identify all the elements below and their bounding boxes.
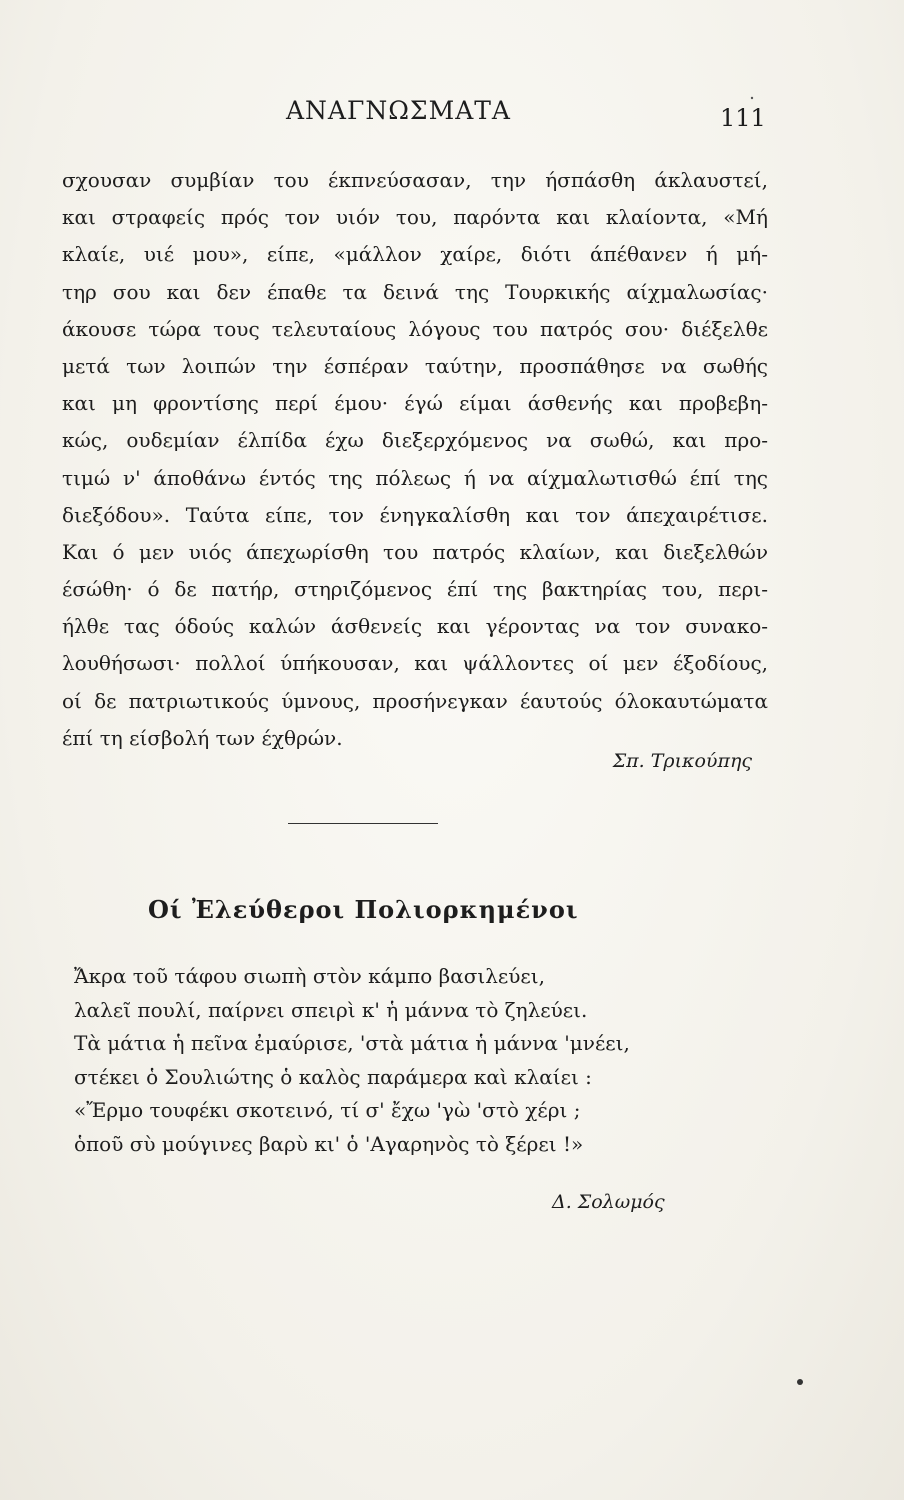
poem-verse: Τὰ μάτια ἡ πεῖνα ἐμαύρισε, 'στὰ μάτια ἡ μάννα 'μνέει, — [74, 1031, 630, 1056]
prose-line: Και ό μεν υιός άπεχωρίσθη του πατρός κλαίων, και διεξελθών — [62, 539, 768, 564]
poem-verse: «Ἔρμο τουφέκι σκοτεινό, τί σ' ἔχω 'γὼ 'στὸ χέρι ; — [74, 1098, 581, 1123]
prose-line: διεξόδου». Ταύτα είπε, τον ένηγκαλίσθη και τον άπεχαιρέτισε. — [62, 502, 768, 527]
poem-verses — [74, 960, 764, 1162]
prose-line: σχουσαν συμβίαν του έκπνεύσασαν, την ήσπάσθη άκλαυστεί, — [62, 168, 768, 192]
prose-line: άκουσε τώρα τους τελευταίους λόγους του πατρός σου· διέξελθε — [62, 316, 768, 341]
prose-line: λουθήσωσι· πολλοί ύπήκουσαν, και ψάλλοντες οί μεν έξοδίους, — [62, 651, 768, 676]
poem-verse: στέκει ὁ Σουλιώτης ὁ καλὸς παράμερα καὶ κλαίει : — [74, 1064, 592, 1089]
page-number: 111 — [720, 104, 766, 132]
prose-line: οί δε πατριωτικούς ύμνους, προσήνεγκαν έαυτούς όλοκαυτώματα — [62, 688, 768, 713]
prose-line: κλαίε, υιέ μου», είπε, «μάλλον χαίρε, διότι άπέθανεν ή μή- — [62, 242, 768, 267]
poem-verse: Ἄκρα τοῦ τάφου σιωπὴ στὸν κάμπο βασιλεύει, — [74, 964, 545, 988]
prose-passage — [62, 162, 768, 757]
prose-author-signature: Σπ. Τρικούπης — [612, 750, 752, 772]
prose-line: έσώθη· ό δε πατήρ, στηριζόμενος έπί της βακτηρίας του, περι- — [62, 577, 768, 602]
prose-line: μετά των λοιπών την έσπέραν ταύτην, προσπάθησε να σωθής — [62, 353, 768, 378]
prose-line: και μη φροντίσης περί έμου· έγώ είμαι άσθενής και προβεβη- — [62, 391, 768, 416]
poem-author-signature: Δ. Σολωμός — [552, 1191, 665, 1213]
running-title: ΑΝΑΓΝΩΣΜΑΤΑ — [286, 96, 511, 125]
poem-title: Οί Ἐλεύθεροι Πολιορκημένοι — [148, 895, 579, 924]
poem-verse: λαλεῖ πουλί, παίρνει σπειρὶ κ' ἡ μάννα τὸ ζηλεύει. — [74, 997, 588, 1022]
running-header — [0, 96, 904, 136]
prose-line: και στραφείς πρός τον υιόν του, παρόντα και κλαίοντα, «Μή — [62, 205, 768, 230]
poem-verse: ὁποῦ σὺ μούγινες βαρὺ κι' ὁ 'Αγαρηνὸς τὸ ξέρει !» — [74, 1131, 584, 1156]
prose-line: τηρ σου και δεν έπαθε τα δεινά της Τουρκικής αίχμαλωσίας· — [62, 279, 768, 304]
prose-line: ήλθε τας όδούς καλών άσθενείς και γέροντας να τον συνακο- — [62, 614, 768, 639]
prose-line: κώς, ουδεμίαν έλπίδα έχω διεξερχόμενος να σωθώ, και προ- — [62, 428, 768, 453]
ink-speck — [797, 1379, 803, 1385]
prose-line: έπί τη είσβολή των έχθρών. — [62, 725, 343, 750]
prose-line: τιμώ ν' άποθάνω έντός της πόλεως ή να αίχμαλωτισθώ έπί της — [62, 465, 768, 490]
section-divider — [288, 823, 438, 824]
